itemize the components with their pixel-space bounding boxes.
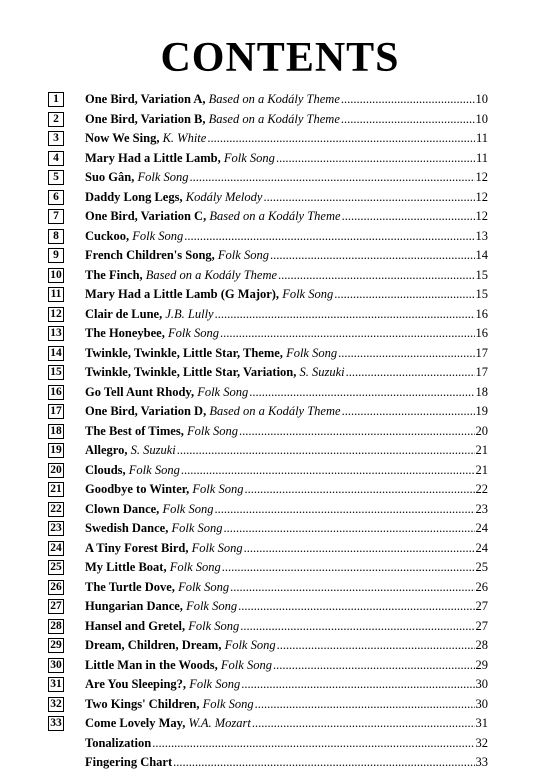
toc-entry[interactable]: [48, 149, 488, 169]
toc-entry-text: [85, 307, 488, 322]
page-number: 33: [475, 755, 488, 770]
toc-entry[interactable]: [48, 188, 488, 208]
dot-leader: [276, 151, 475, 166]
dot-leader: [173, 755, 474, 770]
piece-source: Folk Song: [286, 345, 338, 360]
toc-entry-text: [85, 443, 488, 458]
toc-entry[interactable]: [48, 695, 488, 715]
piece-number-box: 27: [48, 599, 64, 614]
piece-title: The Turtle Dove,: [85, 579, 175, 594]
piece-number-box: 15: [48, 365, 64, 380]
toc-entry[interactable]: [48, 734, 488, 754]
piece-source: Based on a Kodály Theme: [145, 267, 278, 282]
toc-entry[interactable]: [48, 656, 488, 676]
toc-entry[interactable]: [48, 363, 488, 383]
piece-source: Folk Song: [220, 657, 272, 672]
toc-entry-text: [85, 638, 488, 653]
toc-entry-text: [85, 560, 488, 575]
piece-number-box: 20: [48, 463, 64, 478]
piece-source: K. White: [162, 131, 207, 146]
piece-source: Folk Song: [186, 423, 239, 438]
toc-entry[interactable]: [48, 578, 488, 598]
page-number: 22: [475, 482, 488, 497]
toc-entry[interactable]: [48, 714, 488, 734]
piece-title: Twinkle, Twinkle, Little Star, Variation,: [85, 365, 297, 380]
page-number: 17: [475, 365, 488, 380]
piece-title: One Bird, Variation D,: [85, 404, 207, 419]
page-number: 11: [475, 150, 488, 165]
toc-entry[interactable]: [48, 266, 488, 286]
toc-entry[interactable]: [48, 617, 488, 637]
piece-number-box: 11: [48, 287, 64, 302]
dot-leader: [241, 677, 474, 692]
piece-number-box: 33: [48, 716, 64, 731]
piece-number-box: 13: [48, 326, 64, 341]
piece-source: Folk Song: [197, 384, 249, 399]
toc-entry[interactable]: [48, 480, 488, 500]
toc-entry[interactable]: [48, 246, 488, 266]
toc-entry[interactable]: [48, 558, 488, 578]
toc-entry-text: [85, 151, 488, 166]
toc-entry-text: [85, 112, 488, 127]
piece-number-box: 3: [48, 131, 64, 146]
toc-entry[interactable]: [48, 636, 488, 656]
toc-entry-text: [85, 599, 488, 614]
page-number: 32: [475, 735, 488, 750]
page-number: 24: [475, 540, 488, 555]
toc-entry-text: [85, 482, 488, 497]
toc-entry-text: [85, 658, 488, 673]
toc-entry-text: [85, 619, 488, 634]
piece-title: Swedish Dance,: [85, 521, 169, 536]
dot-leader: [184, 229, 474, 244]
dot-leader: [238, 599, 474, 614]
piece-source: Folk Song: [132, 228, 184, 243]
toc-entry-text: [85, 268, 488, 283]
piece-number-box: 5: [48, 170, 64, 185]
piece-title: The Finch,: [85, 267, 143, 282]
toc-entry[interactable]: [48, 422, 488, 442]
piece-number-box: 26: [48, 580, 64, 595]
piece-title: Dream, Children, Dream,: [85, 638, 222, 653]
dot-leader: [278, 268, 474, 283]
piece-number-box: 21: [48, 482, 64, 497]
toc-entry[interactable]: [48, 207, 488, 227]
piece-source: Folk Song: [128, 462, 180, 477]
page-number: 10: [475, 92, 488, 107]
page-number: 18: [475, 384, 488, 399]
page-number: 11: [475, 131, 488, 146]
dot-leader: [346, 365, 475, 380]
dot-leader: [249, 385, 474, 400]
piece-title: Are You Sleeping?,: [85, 677, 187, 692]
piece-source: Folk Song: [186, 599, 238, 614]
toc-entry-text: [85, 424, 488, 439]
toc-entry-text: [85, 404, 488, 419]
toc-entry-text: [85, 92, 488, 107]
piece-title: Cuckoo,: [85, 228, 130, 243]
toc-entry[interactable]: [48, 383, 488, 403]
piece-title: My Little Boat,: [85, 560, 167, 575]
piece-source: Folk Song: [282, 287, 334, 302]
toc-entry-text: [85, 697, 488, 712]
toc-entry-text: [85, 209, 488, 224]
toc-entry-text: [85, 346, 488, 361]
page-number: 17: [475, 345, 488, 360]
page-number: 30: [475, 696, 488, 711]
toc-entry[interactable]: [48, 110, 488, 130]
piece-source: Folk Song: [162, 501, 214, 516]
piece-title: Daddy Long Legs,: [85, 189, 183, 204]
dot-leader: [222, 560, 475, 575]
toc-entry[interactable]: [48, 461, 488, 481]
dot-leader: [152, 736, 474, 751]
dot-leader: [240, 619, 474, 634]
page-number: 27: [475, 599, 488, 614]
page-number: 25: [475, 560, 488, 575]
piece-title: Goodbye to Winter,: [85, 482, 190, 497]
page-number: 13: [475, 228, 488, 243]
dot-leader: [341, 112, 475, 127]
toc-entry[interactable]: [48, 402, 488, 422]
dot-leader: [190, 170, 475, 185]
toc-entry[interactable]: [48, 441, 488, 461]
piece-title: One Bird, Variation B,: [85, 111, 206, 126]
piece-source: J.B. Lully: [165, 306, 214, 321]
toc-entry[interactable]: [48, 90, 488, 110]
toc-entry-text: [85, 190, 488, 205]
dot-leader: [220, 326, 474, 341]
piece-number-box: 30: [48, 658, 64, 673]
page-number: 21: [475, 462, 488, 477]
toc-entry-text: [85, 365, 488, 380]
page-number: 21: [475, 443, 488, 458]
page-number: 28: [475, 638, 488, 653]
page-number: 30: [475, 677, 488, 692]
dot-leader: [244, 482, 474, 497]
toc-entry[interactable]: [48, 129, 488, 149]
toc-entry[interactable]: [48, 285, 488, 305]
dot-leader: [338, 346, 474, 361]
piece-source: Folk Song: [171, 521, 223, 536]
table-of-contents: [48, 90, 488, 773]
toc-entry[interactable]: [48, 519, 488, 539]
piece-title: Clown Dance,: [85, 501, 160, 516]
toc-entry[interactable]: [48, 344, 488, 364]
piece-title: One Bird, Variation A,: [85, 92, 206, 107]
toc-entry[interactable]: [48, 305, 488, 325]
piece-title: Clouds,: [85, 462, 126, 477]
toc-entry[interactable]: [48, 753, 488, 773]
piece-title: One Bird, Variation C,: [85, 209, 207, 224]
piece-title: Hansel and Gretel,: [85, 618, 186, 633]
piece-number-box: 1: [48, 92, 64, 107]
toc-entry-text: [85, 131, 488, 146]
dot-leader: [230, 580, 474, 595]
piece-number-box: 6: [48, 190, 64, 205]
dot-leader: [277, 638, 475, 653]
page-number: 15: [475, 267, 488, 282]
piece-source: W.A. Mozart: [188, 716, 251, 731]
piece-source: Folk Song: [178, 579, 230, 594]
piece-source: Based on a Kodály Theme: [208, 111, 340, 126]
piece-number-box: 28: [48, 619, 64, 634]
page-number: 23: [475, 501, 488, 516]
dot-leader: [207, 131, 475, 146]
piece-source: Based on a Kodály Theme: [208, 92, 340, 107]
toc-entry-text: [85, 248, 488, 263]
toc-entry-text: [85, 229, 488, 244]
page-number: 29: [475, 657, 488, 672]
dot-leader: [224, 521, 475, 536]
page-number: 12: [475, 209, 488, 224]
page-number: 10: [475, 111, 488, 126]
piece-title: Hungarian Dance,: [85, 599, 183, 614]
page-number: 27: [475, 618, 488, 633]
piece-source: Folk Song: [188, 618, 240, 633]
page-number: 12: [475, 170, 488, 185]
piece-number-box: 22: [48, 502, 64, 517]
piece-source: Folk Song: [189, 677, 241, 692]
dot-leader: [270, 248, 475, 263]
toc-entry-text: [85, 385, 488, 400]
piece-title: A Tiny Forest Bird,: [85, 540, 189, 555]
toc-entry-text: [85, 716, 488, 731]
piece-title: Mary Had a Little Lamb,: [85, 150, 221, 165]
piece-title: French Children's Song,: [85, 248, 215, 263]
toc-entry-text: [85, 736, 488, 751]
toc-entry-text: [85, 170, 488, 185]
piece-source: Folk Song: [191, 540, 243, 555]
toc-entry-text: [85, 580, 488, 595]
piece-title: Twinkle, Twinkle, Little Star, Theme,: [85, 345, 283, 360]
piece-title: The Honeybee,: [85, 326, 165, 341]
piece-number-box: 16: [48, 385, 64, 400]
toc-entry[interactable]: [48, 675, 488, 695]
piece-source: Folk Song: [223, 150, 275, 165]
piece-number-box: 8: [48, 229, 64, 244]
piece-number-box: 14: [48, 346, 64, 361]
piece-title: Tonalization: [85, 735, 152, 750]
page-number: 16: [475, 306, 488, 321]
piece-number-box: 18: [48, 424, 64, 439]
page-number: 31: [475, 716, 488, 731]
piece-title: Allegro,: [85, 443, 128, 458]
page-number: 14: [475, 248, 488, 263]
toc-entry-text: [85, 463, 488, 478]
toc-entry-text: [85, 755, 488, 770]
dot-leader: [334, 287, 474, 302]
dot-leader: [342, 404, 475, 419]
dot-leader: [263, 190, 474, 205]
toc-entry[interactable]: [48, 227, 488, 247]
piece-number-box: 29: [48, 638, 64, 653]
page-number: 12: [475, 189, 488, 204]
page-number: 16: [475, 326, 488, 341]
dot-leader: [177, 443, 475, 458]
page-number: 20: [475, 423, 488, 438]
dot-leader: [273, 658, 475, 673]
dot-leader: [341, 92, 475, 107]
piece-number-box: 17: [48, 404, 64, 419]
toc-entry[interactable]: [48, 539, 488, 559]
toc-entry[interactable]: [48, 597, 488, 617]
piece-source: Kodály Melody: [185, 189, 263, 204]
piece-number-box: 10: [48, 268, 64, 283]
piece-title: Clair de Lune,: [85, 306, 163, 321]
dot-leader: [252, 716, 475, 731]
dot-leader: [342, 209, 475, 224]
piece-title: Go Tell Aunt Rhody,: [85, 384, 195, 399]
dot-leader: [214, 502, 474, 517]
piece-source: Folk Song: [192, 482, 244, 497]
dot-leader: [244, 541, 475, 556]
piece-source: Based on a Kodály Theme: [209, 209, 341, 224]
piece-number-box: 24: [48, 541, 64, 556]
piece-title: Come Lovely May,: [85, 716, 186, 731]
piece-title: Fingering Chart: [85, 755, 173, 770]
piece-title: Two Kings' Children,: [85, 696, 200, 711]
page-number: 19: [475, 404, 488, 419]
dot-leader: [215, 307, 475, 322]
toc-entry-text: [85, 541, 488, 556]
piece-source: Folk Song: [167, 326, 220, 341]
toc-entry-text: [85, 677, 488, 692]
piece-number-box: 4: [48, 151, 64, 166]
piece-title: Little Man in the Woods,: [85, 657, 218, 672]
page-number: 26: [475, 579, 488, 594]
piece-number-box: 25: [48, 560, 64, 575]
piece-source: Folk Song: [217, 248, 269, 263]
piece-source: Folk Song: [169, 560, 221, 575]
piece-source: Folk Song: [202, 696, 254, 711]
piece-number-box: 12: [48, 307, 64, 322]
piece-number-box: 19: [48, 443, 64, 458]
piece-source: Based on a Kodály Theme: [209, 404, 341, 419]
toc-entry-text: [85, 502, 488, 517]
piece-number-box: 32: [48, 697, 64, 712]
page-number: 15: [475, 287, 488, 302]
toc-entry[interactable]: [48, 324, 488, 344]
dot-leader: [181, 463, 475, 478]
piece-number-box: 23: [48, 521, 64, 536]
toc-entry[interactable]: [48, 500, 488, 520]
piece-title: Suo Gân,: [85, 170, 135, 185]
piece-source: Folk Song: [137, 170, 189, 185]
piece-source: S. Suzuki: [130, 443, 176, 458]
dot-leader: [239, 424, 474, 439]
toc-entry-text: [85, 326, 488, 341]
toc-entry-text: [85, 287, 488, 302]
piece-number-box: 9: [48, 248, 64, 263]
piece-title: The Best of Times,: [85, 423, 184, 438]
toc-entry-text: [85, 521, 488, 536]
piece-source: Folk Song: [224, 638, 276, 653]
page-title: CONTENTS: [160, 35, 400, 81]
piece-source: S. Suzuki: [299, 365, 345, 380]
page-number: 24: [475, 521, 488, 536]
piece-number-box: 31: [48, 677, 64, 692]
toc-entry[interactable]: [48, 168, 488, 188]
dot-leader: [255, 697, 475, 712]
piece-title: Now We Sing,: [85, 131, 160, 146]
piece-number-box: 7: [48, 209, 64, 224]
piece-number-box: 2: [48, 112, 64, 127]
piece-title: Mary Had a Little Lamb (G Major),: [85, 287, 280, 302]
